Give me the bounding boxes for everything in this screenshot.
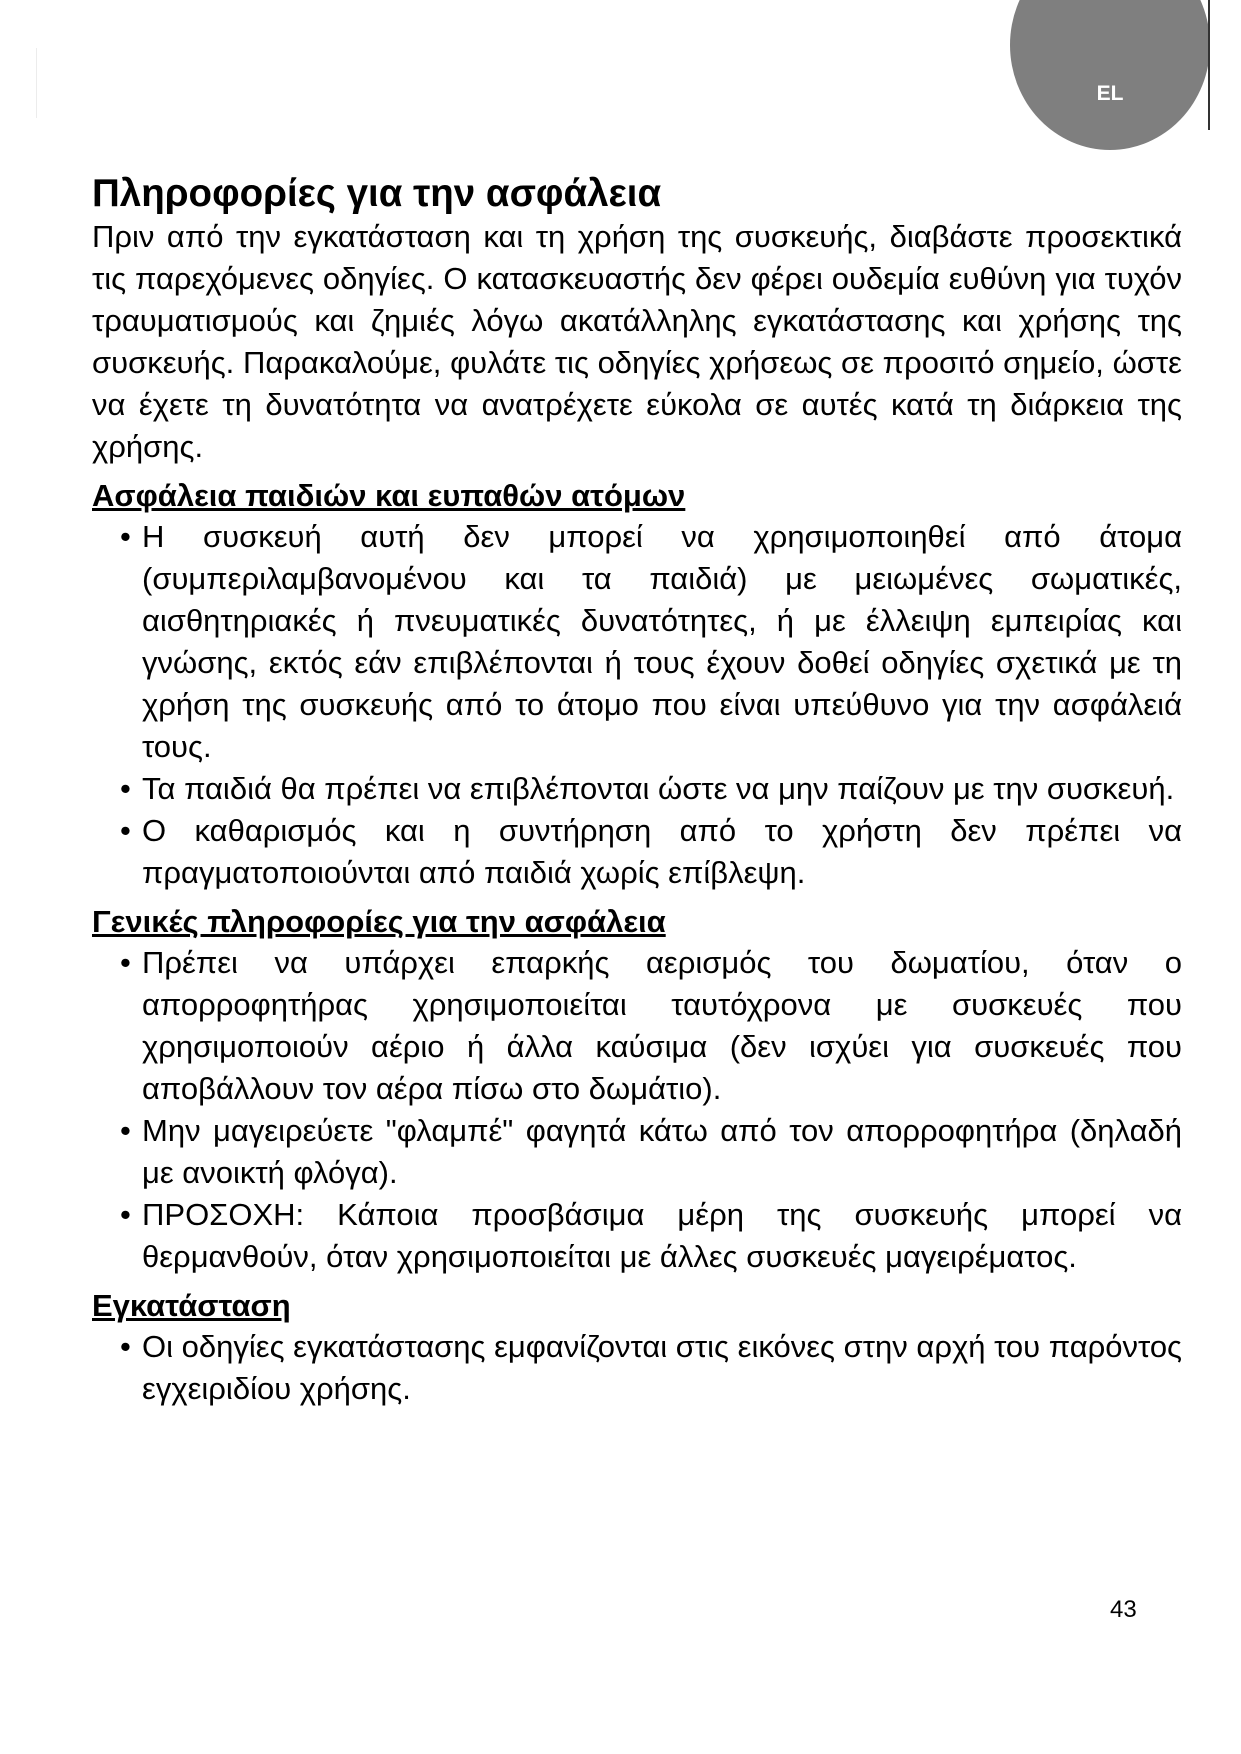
margin-line [36, 48, 37, 118]
list-item-text: Μην μαγειρεύετε "φλαμπέ" φαγητά κάτω από τον απορροφητήρα (δηλαδή με ανοικτή φλόγα). [142, 1113, 1182, 1190]
list-item-text: Τα παιδιά θα πρέπει να επιβλέπονται ώστε να μην παίζουν με την συσκευή. [142, 771, 1175, 806]
list-item-text: Πρέπει να υπάρχει επαρκής αερισμός του δωματίου, όταν ο απορροφητήρας χρησιμοποιείται ταυτόχρονα με συσκευές που χρησιμοποιούν αέριο ή άλλα καύσιμα (δεν ισχύει για συσκευές που αποβάλλουν τον αέρα πίσω στο δωμάτιο). [142, 945, 1182, 1106]
bullet-icon: • [120, 945, 131, 980]
installation-list [92, 1326, 1182, 1410]
bullet-icon: • [120, 813, 131, 848]
bullet-icon: • [120, 771, 131, 806]
bullet-icon: • [120, 1197, 131, 1232]
list-item-text: Η συσκευή αυτή δεν μπορεί να χρησιμοποιηθεί από άτομα (συμπεριλαμβανομένου και τα παιδιά) με μειωμένες σωματικές, αισθητηριακές ή πνευματικές δυνατότητες, ή με έλλειψη εμπειρίας και γνώσης, εκτός εάν επιβλέπονται ή τους έχουν δοθεί οδηγίες σχετικά με τη χρήση της συσκευής από το άτομο που είναι υπεύθυνο για την ασφάλειά τους. [142, 519, 1182, 764]
list-item-text: ΠΡΟΣΟΧΗ: Κάποια προσβάσιμα μέρη της συσκευής μπορεί να θερμανθούν, όταν χρησιμοποιείται με άλλες συσκευές μαγειρέματος. [142, 1197, 1182, 1274]
list-item-text: Ο καθαρισμός και η συντήρηση από το χρήστη δεν πρέπει να πραγματοποιούνται από παιδιά χωρίς επίβλεψη. [142, 813, 1182, 890]
page-number: 43 [1110, 1596, 1137, 1623]
language-badge [1010, 0, 1210, 160]
list-item [92, 1326, 1182, 1410]
list-item [92, 1110, 1182, 1194]
list-item [92, 1194, 1182, 1278]
list-item [92, 942, 1182, 1110]
section-heading-general-safety: Γενικές πληροφορίες για την ασφάλεια [92, 904, 666, 939]
bullet-icon: • [120, 1329, 131, 1364]
intro-paragraph: Πριν από την εγκατάσταση και τη χρήση της συσκευής, διαβάστε προσεκτικά τις παρεχόμενες οδηγίες. Ο κατασκευαστής δεν φέρει ουδεμία ευθύνη για τυχόν τραυματισμούς και ζημιές λόγω ακατάλληλης εγκατάστασης και χρήσης της συσκευής. Παρακαλούμε, φυλάτε τις οδηγίες χρήσεως σε προσιτό σημείο, ώστε να έχετε τη δυνατότητα να ανατρέχετε εύκολα σε αυτές κατά τη διάρκεια της χρήσης. [92, 219, 1182, 464]
bullet-icon: • [120, 519, 131, 554]
language-badge-disc [1010, 0, 1210, 150]
list-item [92, 768, 1182, 810]
section-heading-children-safety: Ασφάλεια παιδιών και ευπαθών ατόμων [92, 478, 686, 513]
list-item [92, 810, 1182, 894]
general-safety-list [92, 942, 1182, 1278]
list-item [92, 516, 1182, 768]
bullet-icon: • [120, 1113, 131, 1148]
list-item-text: Οι οδηγίες εγκατάστασης εμφανίζονται στις εικόνες στην αρχή του παρόντος εγχειριδίου χρήσης. [142, 1329, 1182, 1406]
section-heading-installation: Εγκατάσταση [92, 1288, 291, 1323]
page-title: Πληροφορίες για την ασφάλεια [92, 172, 662, 215]
document-body [92, 172, 1182, 1410]
language-code: EL [1096, 82, 1124, 105]
children-safety-list [92, 516, 1182, 894]
language-badge-edge [1208, 0, 1210, 130]
